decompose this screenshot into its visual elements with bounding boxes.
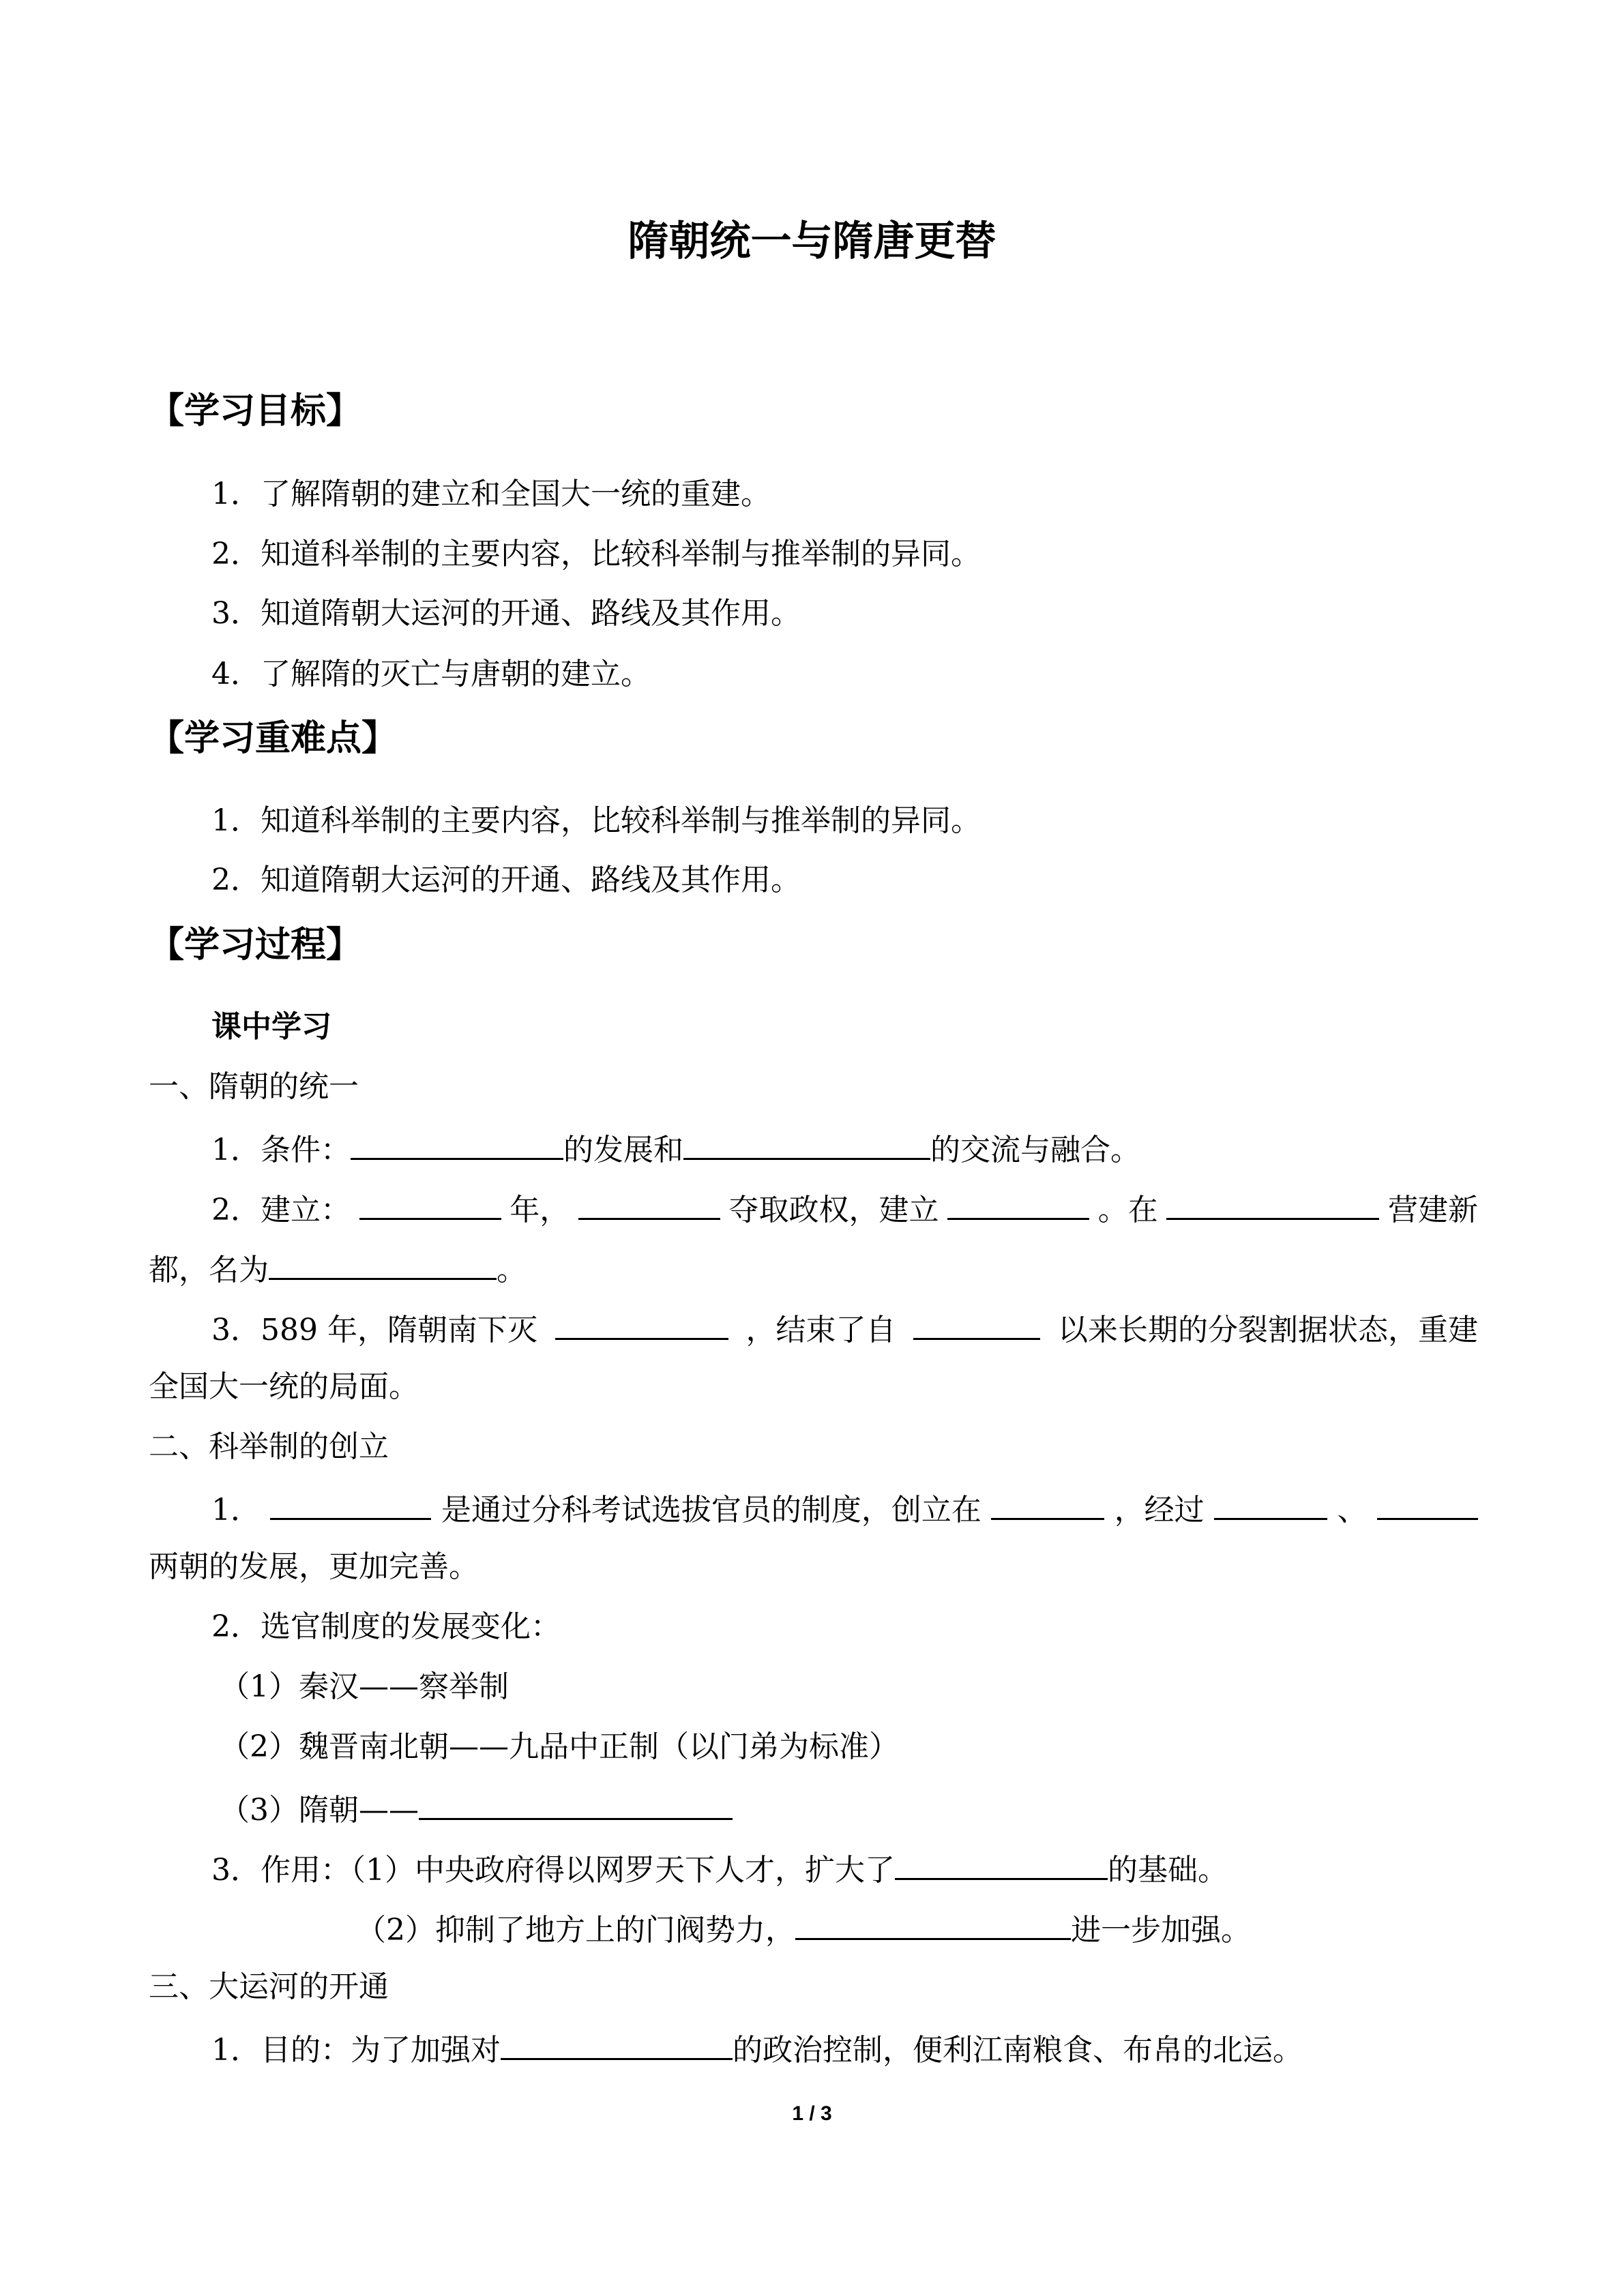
fill-blank[interactable] <box>991 1488 1104 1520</box>
key-point-item: 2．知道隋朝大运河的开通、路线及其作用。 <box>211 863 801 897</box>
question-line: （2）抑制了地方上的门阀势力， 进一步加强。 <box>356 1908 1251 1950</box>
section-title: 一、隋朝的统一 <box>149 1069 359 1104</box>
fill-blank[interactable] <box>947 1188 1089 1220</box>
key-points-heading: 【学习重难点】 <box>149 718 398 759</box>
fill-blank[interactable] <box>895 1848 1108 1880</box>
section-title: 二、科举制的创立 <box>149 1429 389 1464</box>
question-line: 3．作用：（1）中央政府得以网罗天下人才，扩大了 的基础。 <box>211 1848 1228 1890</box>
question-line: 1． 是通过分科考试选拔官员的制度，创立在 ，经过 、 <box>211 1488 1478 1530</box>
question-line: 1．条件： 的发展和 的交流与融合。 <box>211 1128 1140 1169</box>
goal-item: 3．知道隋朝大运河的开通、路线及其作用。 <box>211 596 801 631</box>
fill-blank[interactable] <box>359 1188 501 1220</box>
question-line: 2．选官制度的发展变化： <box>211 1609 561 1644</box>
fill-blank[interactable] <box>555 1308 728 1340</box>
fill-blank[interactable] <box>1166 1188 1379 1220</box>
goal-item: 1．了解隋朝的建立和全国大一统的重建。 <box>211 477 771 511</box>
fill-blank[interactable] <box>795 1908 1071 1940</box>
question-line: 2．建立： 年， 夺取政权，建立 。在 营建新 <box>211 1188 1478 1229</box>
fill-blank[interactable] <box>1377 1488 1478 1520</box>
question-line: 两朝的发展，更加完善。 <box>149 1549 479 1584</box>
list-item: （1）秦汉——察举制 <box>220 1669 509 1704</box>
fill-blank[interactable] <box>578 1188 720 1220</box>
fill-blank[interactable] <box>913 1308 1040 1340</box>
question-line: 都，名为 。 <box>149 1248 527 1289</box>
document-title: 隋朝统一与隋唐更替 <box>628 218 996 265</box>
fill-blank[interactable] <box>683 1128 930 1160</box>
fill-blank[interactable] <box>270 1488 431 1520</box>
page-number: 1 / 3 <box>792 2102 832 2125</box>
list-item: （3）隋朝—— <box>220 1788 733 1830</box>
process-heading: 【学习过程】 <box>149 925 362 966</box>
goal-item: 2．知道科举制的主要内容，比较科举制与推举制的异同。 <box>211 537 981 571</box>
list-item: （2）魏晋南北朝——九品中正制（以门弟为标准） <box>220 1729 899 1764</box>
question-line: 3．589 年，隋朝南下灭 ，结束了自 以来长期的分裂割据状态，重建 <box>211 1308 1478 1350</box>
question-line: 全国大一统的局面。 <box>149 1369 419 1404</box>
goal-item: 4．了解隋的灭亡与唐朝的建立。 <box>211 657 651 691</box>
goals-heading: 【学习目标】 <box>149 391 362 432</box>
fill-blank[interactable] <box>1214 1488 1327 1520</box>
fill-blank[interactable] <box>419 1788 733 1820</box>
section-title: 三、大运河的开通 <box>149 1969 389 2004</box>
fill-blank[interactable] <box>269 1248 497 1280</box>
fill-blank[interactable] <box>351 1128 563 1160</box>
in-class-subheading: 课中学习 <box>211 1009 331 1044</box>
key-point-item: 1．知道科举制的主要内容，比较科举制与推举制的异同。 <box>211 803 981 838</box>
fill-blank[interactable] <box>501 2028 733 2060</box>
question-line: 1．目的：为了加强对 的政治控制，便利江南粮食、布帛的北运。 <box>211 2028 1303 2070</box>
